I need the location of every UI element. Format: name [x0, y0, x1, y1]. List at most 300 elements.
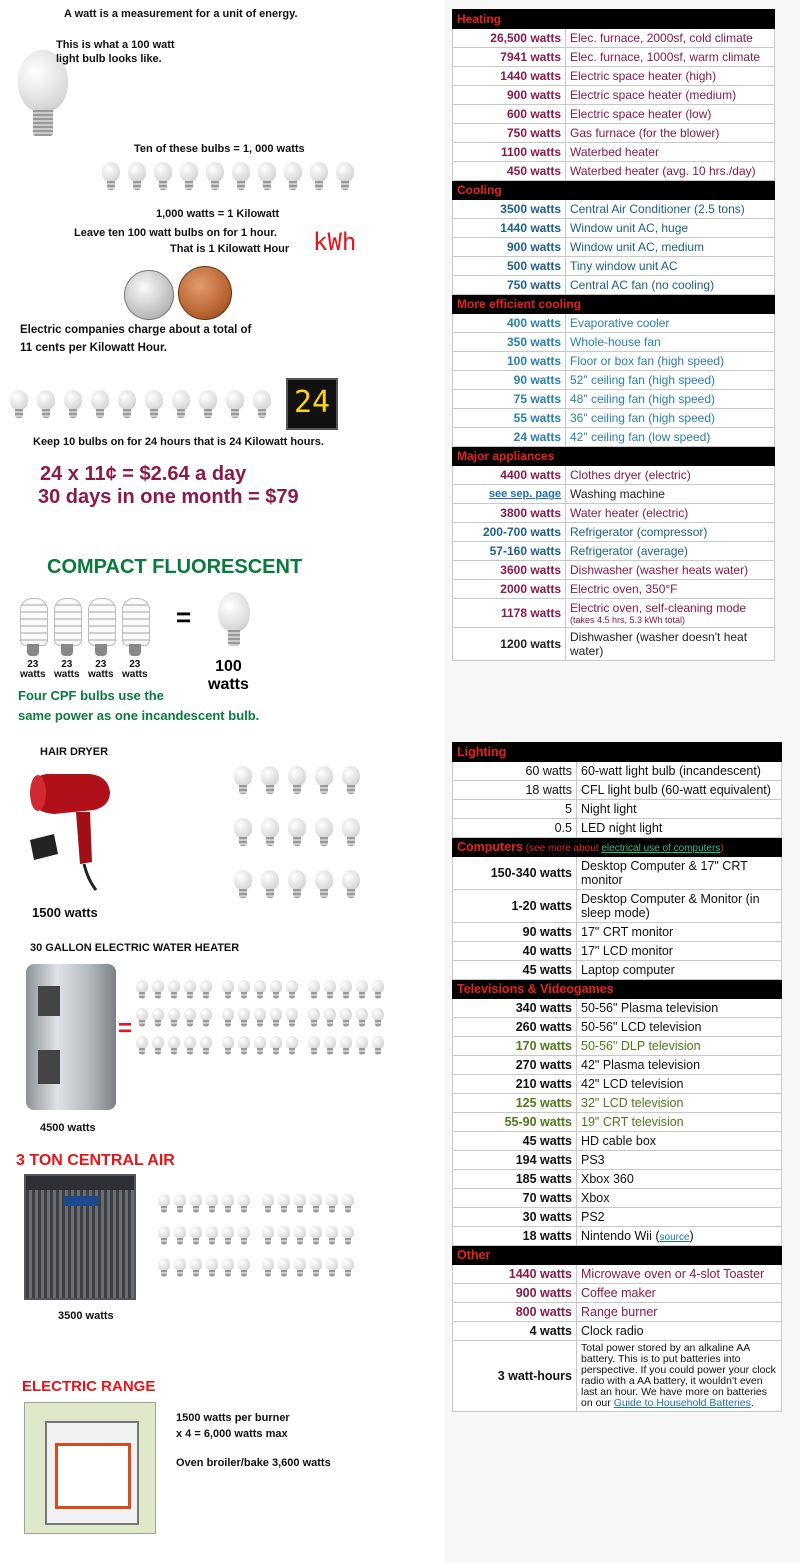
- table-row: [453, 276, 775, 295]
- watts-cell: 1200 watts: [453, 628, 566, 661]
- watts-cell: 55-90 watts: [453, 1113, 577, 1132]
- table-row: [453, 561, 775, 580]
- light-bulb-icon: [172, 390, 190, 420]
- table-row: [453, 580, 775, 599]
- watts-cell: 100 watts: [453, 352, 566, 371]
- charge-text: Electric companies charge about a total of 11 cents per Kilowatt Hour.: [20, 324, 252, 354]
- table-row: [453, 390, 775, 409]
- description-cell: Gas furnace (for the blower): [566, 124, 775, 143]
- cfl-title: COMPACT FLUORESCENT: [47, 556, 303, 578]
- light-bulb-icon: [253, 390, 271, 420]
- table-row: [453, 628, 775, 661]
- description-cell: 17" LCD monitor: [577, 942, 782, 961]
- description-cell: Window unit AC, medium: [566, 238, 775, 257]
- table-row: [453, 1265, 782, 1284]
- range-burner-text: 1500 watts per burner x 4 = 6,000 watts max: [176, 1412, 290, 1440]
- light-bulb-icon: [64, 390, 82, 420]
- watts-cell: 500 watts: [453, 257, 566, 276]
- watts-cell: 90 watts: [453, 371, 566, 390]
- description-cell: 60-watt light bulb (incandescent): [577, 762, 782, 781]
- calc-month: 30 days in one month = $79: [38, 486, 299, 508]
- light-bulb-icon: [158, 1226, 170, 1246]
- light-bulb-icon: [315, 870, 333, 900]
- appliance-table-2: [452, 742, 782, 1412]
- table-row: [453, 124, 775, 143]
- light-bulb-icon: [168, 1008, 180, 1028]
- table-row: [453, 1208, 782, 1227]
- description-cell: 50-56" DLP television: [577, 1037, 782, 1056]
- light-bulb-icon: [238, 1008, 250, 1028]
- light-bulb-icon: [91, 390, 109, 420]
- watts-cell: 7941 watts: [453, 48, 566, 67]
- description-cell: 36" ceiling fan (high speed): [566, 409, 775, 428]
- light-bulb-icon: [278, 1194, 290, 1214]
- light-bulb-icon: [118, 390, 136, 420]
- light-bulb-icon: [168, 980, 180, 1000]
- watts-cell: 1440 watts: [453, 219, 566, 238]
- light-bulb-icon: [158, 1194, 170, 1214]
- description-cell: Water heater (electric): [566, 504, 775, 523]
- computers-link[interactable]: electrical use of computers: [601, 843, 721, 854]
- watts-cell: 260 watts: [453, 1018, 577, 1037]
- watts-cell: 60 watts: [453, 762, 577, 781]
- watts-cell: 1-20 watts: [453, 890, 577, 923]
- light-bulb-icon: [270, 980, 282, 1000]
- light-bulb-icon: [308, 1008, 320, 1028]
- watts-cell: 750 watts: [453, 124, 566, 143]
- description-cell: Window unit AC, huge: [566, 219, 775, 238]
- table-row: [453, 942, 782, 961]
- watts-cell: 800 watts: [453, 1303, 577, 1322]
- table-section-header: Televisions & Videogames: [453, 980, 782, 999]
- light-bulb-icon: [174, 1226, 186, 1246]
- description-cell: 50-56" Plasma television: [577, 999, 782, 1018]
- light-bulb-icon: [326, 1258, 338, 1278]
- description-cell: 32" LCD television: [577, 1094, 782, 1113]
- cfl-bulb-icon: [52, 598, 82, 658]
- watts-cell: 45 watts: [453, 961, 577, 980]
- watts-cell: 3600 watts: [453, 561, 566, 580]
- watts-cell: 4400 watts: [453, 466, 566, 485]
- light-bulb-icon: [356, 980, 368, 1000]
- watts-cell: 1100 watts: [453, 143, 566, 162]
- table-row: [453, 371, 775, 390]
- light-bulb-icon: [261, 818, 279, 848]
- table-row: [453, 1303, 782, 1322]
- penny-coin: [178, 266, 232, 320]
- table-row: [453, 999, 782, 1018]
- table-row: [453, 67, 775, 86]
- table-row: [453, 466, 775, 485]
- description-cell: Total power stored by an alkaline AA battery. This is to put batteries into perspective. If you could power your clock radio with a AA battery, it wouldn't even last an hour. We have more on batteries on our Guide to Household Batteries.: [577, 1341, 782, 1412]
- watts-cell: 30 watts: [453, 1208, 577, 1227]
- light-bulb-icon: [206, 1226, 218, 1246]
- light-bulb-icon: [315, 766, 333, 796]
- description-cell: Laptop computer: [577, 961, 782, 980]
- hair-dryer-title: HAIR DRYER: [40, 746, 109, 758]
- light-bulb-icon: [254, 1008, 266, 1028]
- table-row: [453, 523, 775, 542]
- watts-cell: 600 watts: [453, 105, 566, 124]
- watts-cell: 900 watts: [453, 238, 566, 257]
- see-separate-page-link[interactable]: see sep. page: [453, 485, 566, 504]
- watts-cell: 400 watts: [453, 314, 566, 333]
- table-row: [453, 890, 782, 923]
- water-heater-watts: 4500 watts: [40, 1122, 96, 1134]
- description-cell: Electric space heater (medium): [566, 86, 775, 105]
- watts-cell: 350 watts: [453, 333, 566, 352]
- light-bulb-icon: [270, 1036, 282, 1056]
- watts-cell: 70 watts: [453, 1189, 577, 1208]
- light-bulb-icon: [238, 1226, 250, 1246]
- kwh-label: kWh: [313, 228, 357, 256]
- light-bulb-icon: [356, 1036, 368, 1056]
- light-bulb-icon: [310, 1194, 322, 1214]
- light-bulb-icon: [199, 390, 217, 420]
- light-bulb-icon: [324, 980, 336, 1000]
- incandescent-bulb: [218, 592, 250, 648]
- appliance-table-1: [452, 9, 775, 661]
- light-bulb-icon: [200, 980, 212, 1000]
- description-cell: Electric oven, self-cleaning mode (takes 4.5 hrs, 5.3 kWh total): [566, 599, 775, 628]
- light-bulb-icon: [222, 1194, 234, 1214]
- description-cell: 17" CRT monitor: [577, 923, 782, 942]
- table-section-header: More efficient cooling: [453, 295, 775, 314]
- light-bulb-icon: [315, 818, 333, 848]
- description-cell: 42" Plasma television: [577, 1056, 782, 1075]
- description-cell: Range burner: [577, 1303, 782, 1322]
- light-bulb-icon: [102, 162, 120, 192]
- light-bulb-icon: [190, 1194, 202, 1214]
- light-bulb-icon: [254, 980, 266, 1000]
- light-bulb-icon: [234, 766, 252, 796]
- description-cell: Coffee maker: [577, 1284, 782, 1303]
- cfl-watt-label: 23 watts: [20, 659, 46, 680]
- description-cell: Central Air Conditioner (2.5 tons): [566, 200, 775, 219]
- light-bulb-icon: [372, 1008, 384, 1028]
- description-cell: 42" ceiling fan (low speed): [566, 428, 775, 447]
- keep-on-text: Keep 10 bulbs on for 24 hours that is 24 Kilowatt hours.: [33, 436, 324, 448]
- light-bulb-icon: [340, 980, 352, 1000]
- description-cell: Waterbed heater (avg. 10 hrs./day): [566, 162, 775, 181]
- light-bulb-icon: [200, 1008, 212, 1028]
- watts-cell: 210 watts: [453, 1075, 577, 1094]
- description-cell: Elec. furnace, 1000sf, warm climate: [566, 48, 775, 67]
- description-cell: Nintendo Wii (source): [577, 1227, 782, 1246]
- light-bulb-icon: [232, 162, 250, 192]
- light-bulb-icon: [294, 1258, 306, 1278]
- light-bulb-icon: [286, 1008, 298, 1028]
- light-bulb-icon: [308, 1036, 320, 1056]
- table-row: [453, 542, 775, 561]
- watts-cell: 3800 watts: [453, 504, 566, 523]
- light-bulb-icon: [278, 1258, 290, 1278]
- central-air-watts: 3500 watts: [58, 1310, 114, 1322]
- light-bulb-icon: [342, 1258, 354, 1278]
- watts-cell: 170 watts: [453, 1037, 577, 1056]
- light-bulb-icon: [310, 1226, 322, 1246]
- table-row: [453, 1018, 782, 1037]
- description-cell: Dishwasher (washer heats water): [566, 561, 775, 580]
- central-air-image: [24, 1174, 136, 1300]
- light-bulb-icon: [238, 1036, 250, 1056]
- leave-on-text: Leave ten 100 watt bulbs on for 1 hour.: [74, 227, 277, 239]
- table-row: [453, 238, 775, 257]
- light-bulb-icon: [258, 162, 276, 192]
- table-row: [453, 599, 775, 628]
- watts-cell: 185 watts: [453, 1170, 577, 1189]
- cfl-bulb-icon: [18, 598, 48, 658]
- clock-display: 24: [286, 378, 338, 430]
- table-row: [453, 428, 775, 447]
- light-bulb-icon: [190, 1258, 202, 1278]
- dime-coin: [124, 270, 174, 320]
- description-cell: PS2: [577, 1208, 782, 1227]
- table-row: [453, 333, 775, 352]
- water-heater-title: 30 GALLON ELECTRIC WATER HEATER: [30, 942, 240, 954]
- cfl-watt-label: 23 watts: [122, 659, 148, 680]
- light-bulb-icon: [154, 162, 172, 192]
- light-bulb-icon: [238, 1258, 250, 1278]
- heater-equals: =: [118, 1015, 133, 1042]
- light-bulb-icon: [324, 1008, 336, 1028]
- watts-cell: 75 watts: [453, 390, 566, 409]
- table-row: [453, 485, 775, 504]
- description-cell: Waterbed heater: [566, 143, 775, 162]
- table-row: [453, 504, 775, 523]
- hundred-watts: 100 watts: [208, 658, 249, 693]
- table-row: [453, 1284, 782, 1303]
- light-bulb-icon: [310, 162, 328, 192]
- watts-cell: 194 watts: [453, 1151, 577, 1170]
- bulb-row-ten: [102, 162, 354, 192]
- light-bulb-icon: [278, 1226, 290, 1246]
- watts-cell: 450 watts: [453, 162, 566, 181]
- watts-cell: 1440 watts: [453, 1265, 577, 1284]
- description-cell: Clock radio: [577, 1322, 782, 1341]
- light-bulb-icon: [180, 162, 198, 192]
- table-row: [453, 1056, 782, 1075]
- light-bulb-icon: [184, 1008, 196, 1028]
- description-cell: 52" ceiling fan (high speed): [566, 371, 775, 390]
- table-section-header: Computers (see more about electrical use of computers): [453, 838, 782, 857]
- table-row: [453, 409, 775, 428]
- description-cell: Tiny window unit AC: [566, 257, 775, 276]
- light-bulb-icon: [152, 1008, 164, 1028]
- table-row: [453, 1322, 782, 1341]
- table-row: [453, 1170, 782, 1189]
- light-bulb-icon: [372, 1036, 384, 1056]
- table-section-header: Cooling: [453, 181, 775, 200]
- watts-cell: 0.5: [453, 819, 577, 838]
- watts-cell: 26,500 watts: [453, 29, 566, 48]
- table-row: [453, 781, 782, 800]
- table-row: [453, 86, 775, 105]
- cfl-watt-label: 23 watts: [54, 659, 80, 680]
- hair-dryer-image: [24, 762, 114, 892]
- source-link[interactable]: source: [659, 1232, 690, 1243]
- light-bulb-icon: [261, 766, 279, 796]
- table-row: [453, 1341, 782, 1412]
- light-bulb-icon: [288, 766, 306, 796]
- watts-cell: 900 watts: [453, 1284, 577, 1303]
- table-row: [453, 29, 775, 48]
- light-bulb-icon: [340, 1008, 352, 1028]
- light-bulb-icon: [184, 1036, 196, 1056]
- watts-cell: 900 watts: [453, 86, 566, 105]
- light-bulb-icon: [310, 1258, 322, 1278]
- description-cell: Electric oven, 350°F: [566, 580, 775, 599]
- description-cell: 42" LCD television: [577, 1075, 782, 1094]
- table-row: [453, 923, 782, 942]
- description-cell: Floor or box fan (high speed): [566, 352, 775, 371]
- light-bulb-icon: [286, 980, 298, 1000]
- light-bulb-icon: [206, 1194, 218, 1214]
- description-cell: Desktop Computer & 17" CRT monitor: [577, 857, 782, 890]
- watts-cell: 1440 watts: [453, 67, 566, 86]
- calc-day: 24 x 11¢ = $2.64 a day: [40, 463, 247, 485]
- table-row: [453, 1113, 782, 1132]
- light-bulb-icon: [136, 1008, 148, 1028]
- watts-cell: 270 watts: [453, 1056, 577, 1075]
- cfl-bulb-icon: [120, 598, 150, 658]
- watts-cell: 2000 watts: [453, 580, 566, 599]
- description-cell: Washing machine: [566, 485, 775, 504]
- light-bulb-icon: [168, 1036, 180, 1056]
- watts-cell: 24 watts: [453, 428, 566, 447]
- description-cell: Central AC fan (no cooling): [566, 276, 775, 295]
- watts-cell: 18 watts: [453, 781, 577, 800]
- light-bulb-icon: [372, 980, 384, 1000]
- light-bulb-icon: [262, 1258, 274, 1278]
- description-cell: Desktop Computer & Monitor (in sleep mode): [577, 890, 782, 923]
- table-row: [453, 961, 782, 980]
- table-row: [453, 1227, 782, 1246]
- light-bulb-icon: [238, 1194, 250, 1214]
- table-row: [453, 314, 775, 333]
- table-row: [453, 219, 775, 238]
- watts-cell: 3500 watts: [453, 200, 566, 219]
- light-bulb-icon: [342, 766, 360, 796]
- table-row: [453, 143, 775, 162]
- hair-dryer-watts: 1500 watts: [32, 905, 98, 920]
- description-cell: CFL light bulb (60-watt equivalent): [577, 781, 782, 800]
- watts-cell: 55 watts: [453, 409, 566, 428]
- light-bulb-icon: [254, 1036, 266, 1056]
- table-section-header: Major appliances: [453, 447, 775, 466]
- description-cell: Dishwasher (washer doesn't heat water): [566, 628, 775, 661]
- description-cell: 19" CRT television: [577, 1113, 782, 1132]
- table-row: [453, 1075, 782, 1094]
- light-bulb-icon: [342, 818, 360, 848]
- description-cell: 50-56" LCD television: [577, 1018, 782, 1037]
- table-row: [453, 1132, 782, 1151]
- light-bulb-icon: [326, 1226, 338, 1246]
- description-cell: Refrigerator (average): [566, 542, 775, 561]
- table-row: [453, 352, 775, 371]
- light-bulb-icon: [342, 1194, 354, 1214]
- light-bulb-icon: [128, 162, 146, 192]
- watts-cell: 5: [453, 800, 577, 819]
- table-row: [453, 162, 775, 181]
- light-bulb-icon: [262, 1194, 274, 1214]
- description-cell: Microwave oven or 4-slot Toaster: [577, 1265, 782, 1284]
- light-bulb-icon: [342, 870, 360, 900]
- description-cell: Electric space heater (low): [566, 105, 775, 124]
- table-row: [453, 1037, 782, 1056]
- light-bulb-icon: [226, 390, 244, 420]
- light-bulb-icon: [222, 980, 234, 1000]
- description-cell: Evaporative cooler: [566, 314, 775, 333]
- electric-range-diagram: [24, 1402, 156, 1534]
- light-bulb-icon: [234, 870, 252, 900]
- kwh-text: That is 1 Kilowatt Hour: [170, 243, 290, 255]
- light-bulb-icon: [37, 390, 55, 420]
- description-cell: Whole-house fan: [566, 333, 775, 352]
- table-row: [453, 1094, 782, 1113]
- range-oven-text: Oven broiler/bake 3,600 watts: [176, 1457, 331, 1469]
- source-link[interactable]: Guide to Household Batteries: [613, 1397, 751, 1409]
- table-row: [453, 200, 775, 219]
- table-row: [453, 800, 782, 819]
- light-bulb-icon: [222, 1008, 234, 1028]
- light-bulb-icon: [222, 1036, 234, 1056]
- equals-sign: =: [176, 602, 192, 632]
- light-bulb-icon: [324, 1036, 336, 1056]
- central-air-title: 3 TON CENTRAL AIR: [16, 1152, 175, 1169]
- water-heater-image: [26, 964, 116, 1110]
- light-bulb-icon: [284, 162, 302, 192]
- description-cell: Night light: [577, 800, 782, 819]
- description-cell: Elec. furnace, 2000sf, cold climate: [566, 29, 775, 48]
- watts-cell: 1178 watts: [453, 599, 566, 628]
- description-cell: Refrigerator (compressor): [566, 523, 775, 542]
- table-row: [453, 762, 782, 781]
- light-bulb-icon: [288, 870, 306, 900]
- light-bulb-icon: [174, 1258, 186, 1278]
- light-bulb-icon: [234, 818, 252, 848]
- watts-cell: 3 watt-hours: [453, 1341, 577, 1412]
- table-row: [453, 857, 782, 890]
- light-bulb-icon: [294, 1194, 306, 1214]
- light-bulb-icon: [10, 390, 28, 420]
- light-bulb-icon: [206, 162, 224, 192]
- light-bulb-icon: [286, 1036, 298, 1056]
- power-usage-tables: [445, 0, 800, 1563]
- watts-cell: 40 watts: [453, 942, 577, 961]
- table-row: [453, 48, 775, 67]
- light-bulb-icon: [238, 980, 250, 1000]
- watts-cell: 45 watts: [453, 1132, 577, 1151]
- watts-cell: 90 watts: [453, 923, 577, 942]
- cfl-watt-label: 23 watts: [88, 659, 114, 680]
- description-cell: Clothes dryer (electric): [566, 466, 775, 485]
- light-bulb-icon: [342, 1226, 354, 1246]
- light-bulb-icon: [270, 1008, 282, 1028]
- ten-bulbs-text: Ten of these bulbs = 1, 000 watts: [134, 143, 305, 155]
- light-bulb-icon: [145, 390, 163, 420]
- table-section-header: Lighting: [453, 743, 782, 762]
- description-cell: Xbox 360: [577, 1170, 782, 1189]
- light-bulb-icon: [308, 980, 320, 1000]
- light-bulb-icon: [356, 1008, 368, 1028]
- watts-cell: 125 watts: [453, 1094, 577, 1113]
- light-bulb-icon: [200, 1036, 212, 1056]
- watts-cell: 57-160 watts: [453, 542, 566, 561]
- cfl-note: Four CPF bulbs use the same power as one incandescent bulb.: [18, 688, 260, 723]
- table-row: [453, 1189, 782, 1208]
- light-bulb-icon: [261, 870, 279, 900]
